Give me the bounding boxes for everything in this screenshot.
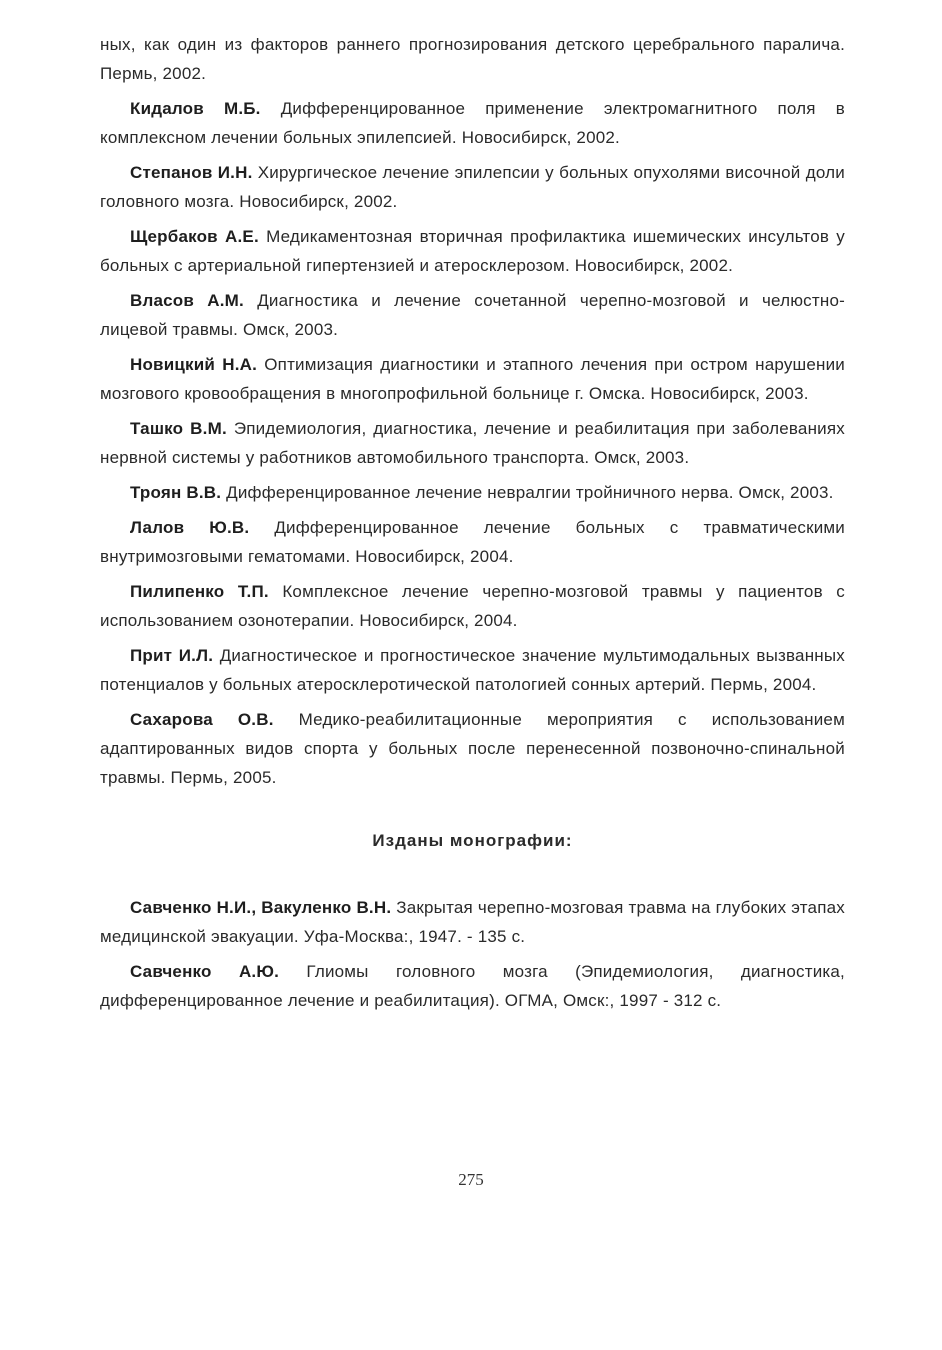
entry-text: ных, как один из факторов раннего прогнозирования детского церебрального паралича. Пермь, 2002. bbox=[100, 35, 845, 83]
list-item bbox=[100, 286, 845, 344]
entry-text: Медико-реабилитационные мероприятия с использованием адаптированных видов спорта у больных после перенесенной позвоночно-спинальной травмы. Пермь, 2005. bbox=[100, 710, 845, 787]
entry-author: Щербаков А.Е. bbox=[130, 227, 259, 246]
entry-text: Оптимизация диагностики и этапного лечения при остром нарушении мозгового кровообращения в многопрофильной больнице г. Омска. Новосибирск, 2003. bbox=[100, 355, 845, 403]
monograph-author: Савченко А.Ю. bbox=[130, 962, 280, 981]
list-item bbox=[100, 414, 845, 472]
list-item bbox=[100, 350, 845, 408]
list-item bbox=[100, 513, 845, 571]
entry-author: Ташко В.М. bbox=[130, 419, 227, 438]
entry-author: Прит И.Л. bbox=[130, 646, 214, 665]
page-body bbox=[100, 30, 845, 1021]
section-heading: Изданы монографии: bbox=[372, 831, 573, 850]
entry-author: Кидалов М.Б. bbox=[130, 99, 261, 118]
list-item bbox=[100, 478, 845, 507]
entry-text: Диагностика и лечение сочетанной черепно-мозговой и челюстно-лицевой травмы. Омск, 2003. bbox=[100, 291, 845, 339]
entry-text: Комплексное лечение черепно-мозговой травмы у пациентов с использованием озонотерапии. Новосибирск, 2004. bbox=[100, 582, 845, 630]
entry-text: Дифференцированное лечение невралгии тройничного нерва. Омск, 2003. bbox=[226, 483, 834, 502]
entry-text: Эпидемиология, диагностика, лечение и реабилитация при заболеваниях нервной системы у работников автомобильного транспорта. Омск, 2003. bbox=[100, 419, 845, 467]
entry-text: Медикаментозная вторичная профилактика ишемических инсультов у больных с артериальной гипертензией и атеросклерозом. Новосибирск, 2002. bbox=[100, 227, 845, 275]
monograph-text: Закрытая черепно-мозговая травма на глубоких этапах медицинской эвакуации. Уфа-Москва:, 1947. - 135 с. bbox=[100, 898, 845, 946]
entry-author: Сахарова О.В. bbox=[130, 710, 274, 729]
list-item bbox=[100, 641, 845, 699]
entry-text: Хирургическое лечение эпилепсии у больных опухолями височной доли головного мозга. Новосибирск, 2002. bbox=[100, 163, 845, 211]
monograph-author: Савченко Н.И., Вакуленко В.Н. bbox=[130, 898, 392, 917]
entry-author: Степанов И.Н. bbox=[130, 163, 253, 182]
monograph-item bbox=[100, 893, 845, 951]
entry-author: Власов А.М. bbox=[130, 291, 244, 310]
entry-author: Новицкий Н.А. bbox=[130, 355, 258, 374]
list-item bbox=[100, 222, 845, 280]
list-item bbox=[100, 158, 845, 216]
list-item bbox=[100, 30, 845, 88]
entry-text: Диагностическое и прогностическое значение мультимодальных вызванных потенциалов у больных атеросклеротической патологией сонных артерий. Пермь, 2004. bbox=[100, 646, 846, 694]
monograph-text: Глиомы головного мозга (Эпидемиология, диагностика, дифференцированное лечение и реабилитация). ОГМА, Омск:, 1997 - 312 с. bbox=[100, 962, 845, 1010]
page-number: 275 bbox=[458, 1170, 484, 1189]
list-item bbox=[100, 94, 845, 152]
entry-author: Троян В.В. bbox=[130, 483, 222, 502]
entry-author: Пилипенко Т.П. bbox=[130, 582, 269, 601]
list-item bbox=[100, 577, 845, 635]
entry-text: Дифференцированное лечение больных с травматическими внутримозговыми гематомами. Новосибирск, 2004. bbox=[100, 518, 845, 566]
entry-author: Лалов Ю.В. bbox=[130, 518, 250, 537]
list-item bbox=[100, 705, 845, 792]
monograph-item bbox=[100, 957, 845, 1015]
entry-text: Дифференцированное применение электромагнитного поля в комплексном лечении больных эпилепсией. Новосибирск, 2002. bbox=[100, 99, 845, 147]
